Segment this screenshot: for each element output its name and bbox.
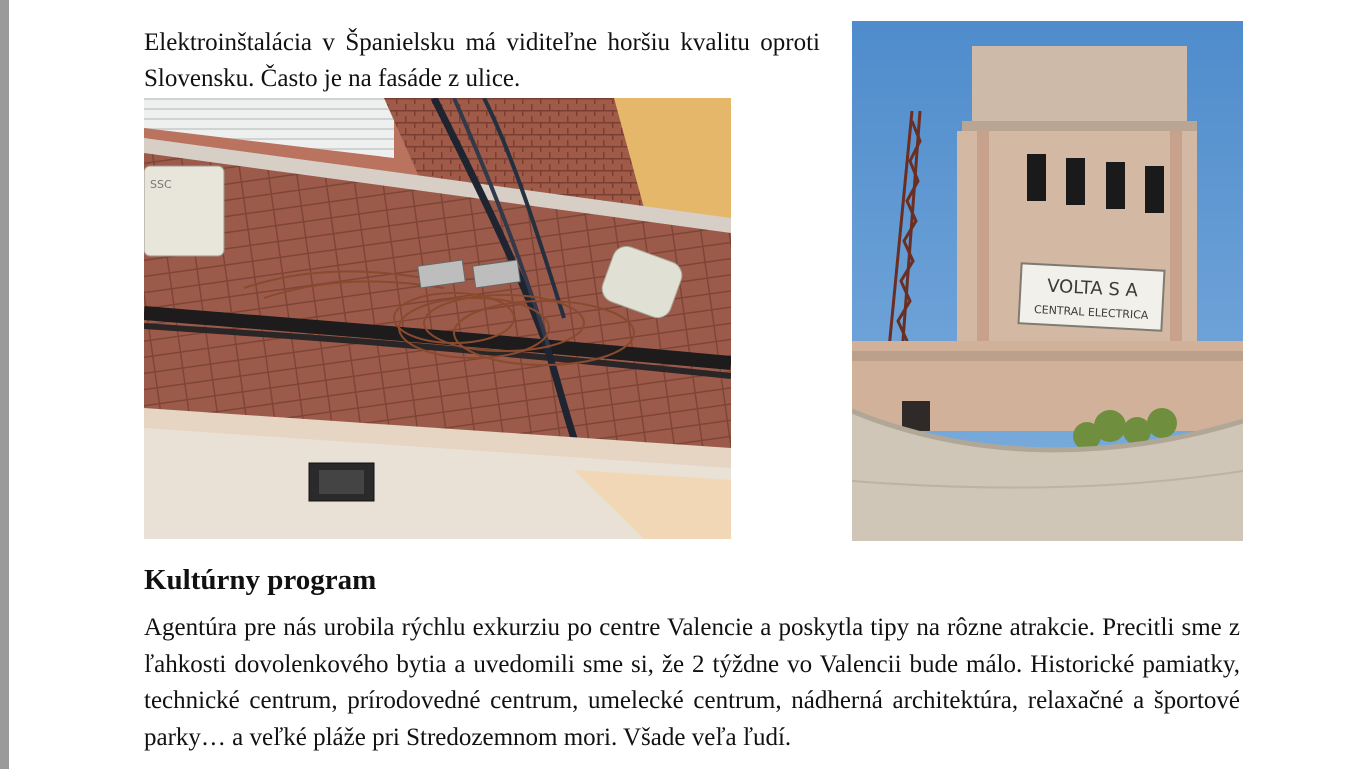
wiring-facade-photo [144, 98, 731, 539]
wiring-facade-image [144, 98, 731, 539]
sign-line-1: VOLTA S A [1046, 275, 1139, 302]
left-margin-rule [0, 0, 9, 769]
sign-line-2: CENTRAL ELECTRICA [1033, 302, 1149, 322]
section-paragraph: Agentúra pre nás urobila rýchlu exkurziu po centre Valencie a poskytla tipy na rôzne atrakcie. Precitli sme z ľahkosti dovolenkového bytia a uvedomili sme si, že 2 týždne vo Valencii bude málo. Historické pamiatky, technické centrum, prírodovedné centrum, umelecké centrum, nádherná architektúra, relaxačné a športové parky… a veľké pláže pri Stredozemnom mori. Všade veľa ľudí. [144, 614, 1240, 751]
section-heading: Kultúrny program [144, 564, 377, 596]
volta-tower-photo [852, 21, 1243, 541]
intro-paragraph: Elektroinštalácia v Španielsku má viditeľne horšiu kvalitu oproti Slovensku. Často je na fasáde z ulice. [144, 29, 820, 92]
box-label: SSC [150, 178, 172, 191]
volta-tower-image [852, 21, 1243, 541]
